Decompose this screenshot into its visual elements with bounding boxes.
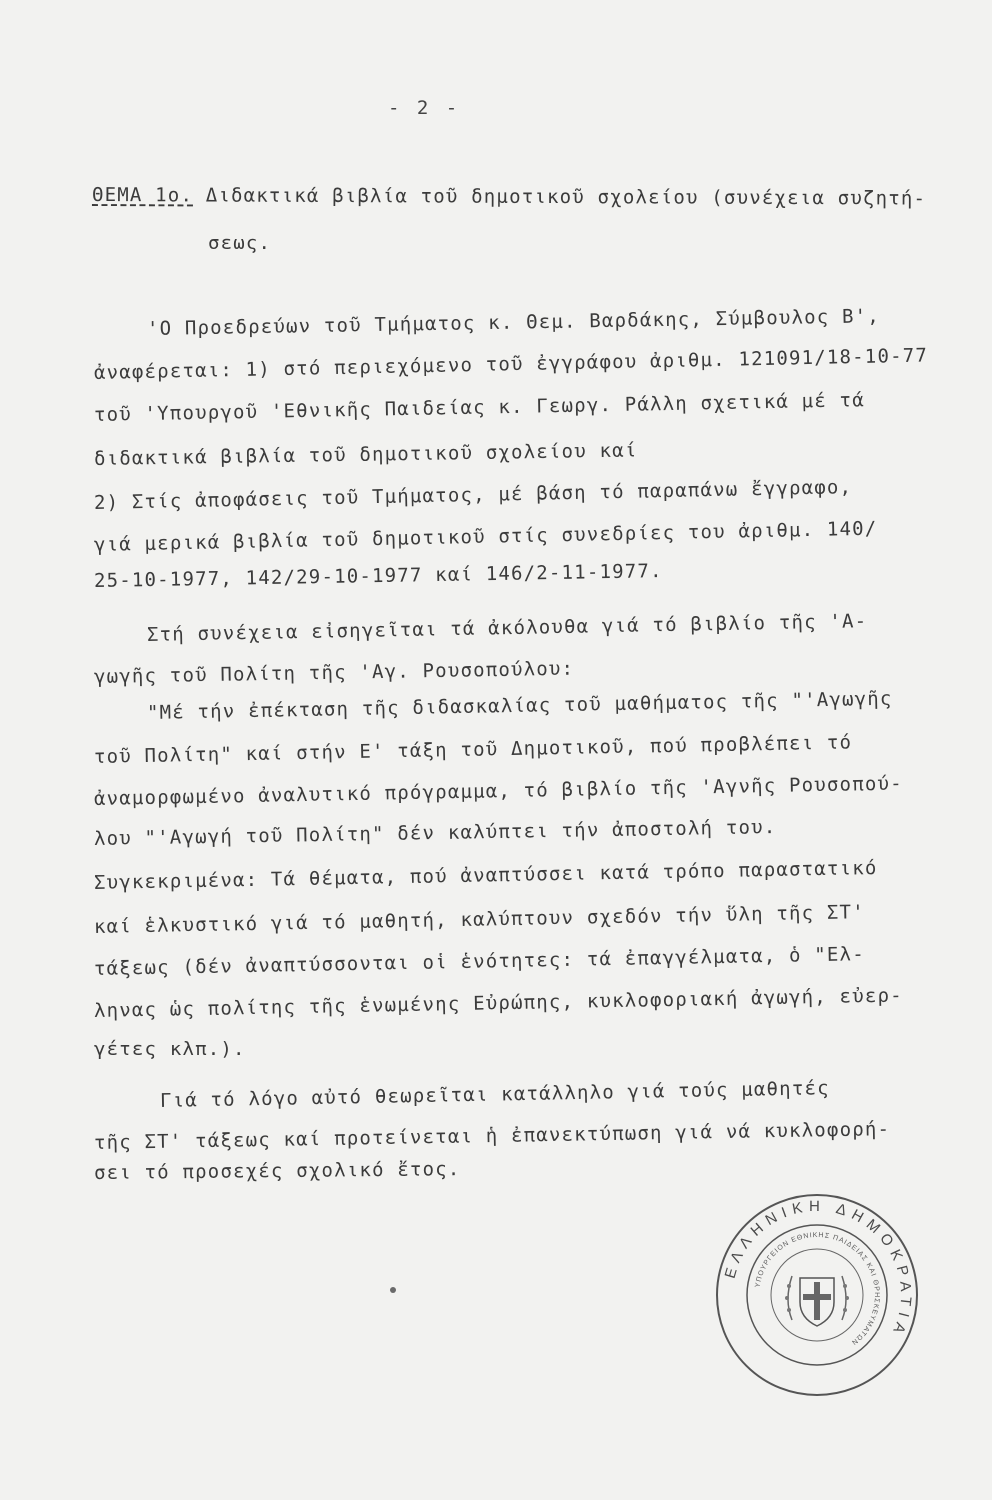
quote-line-8: ληνας ὡς πολίτης τῆς ἑνωμένης Εὐρώπης, κυκλοφοριακή ἀγωγή, εὐερ- (93, 984, 903, 1022)
heading-label: ΘΕΜΑ 1ο. (91, 184, 194, 207)
quote-line-1: "Μέ τήν ἐπέκταση τῆς διδασκαλίας τοῦ μαθήματος τῆς "'Αγωγῆς (146, 687, 893, 724)
paragraph-1-line-6: γιά μερικά βιβλία τοῦ δημοτικοῦ στίς συνεδρίες του ἀριθμ. 140/ (93, 517, 878, 556)
paragraph-1-line-7: 25-10-1977, 142/29-10-1977 καί 146/2-11-1977. (93, 560, 663, 592)
quote-line-4: λου "'Αγωγή τοῦ Πολίτη" δέν καλύπτει τήν ἀποστολή του. (93, 816, 777, 850)
quote-line-3: ἀναμορφωμένο ἀναλυτικό πρόγραμμα, τό βιβλίο τῆς 'Αγνῆς Ρουσοπού- (93, 772, 903, 810)
official-stamp (712, 1190, 922, 1400)
quote-line-7: τάξεως (δέν ἀναπτύσσονται οἱ ἑνότητες: τά ἐπαγγέλματα, ὁ "Ελ- (93, 943, 866, 980)
paragraph-1-line-2: ἀναφέρεται: 1) στό περιεχόμενο τοῦ ἐγγράφου ἀριθμ. 121091/18-10-77 (93, 344, 929, 384)
stamp-seal-icon (712, 1190, 922, 1400)
paragraph-1-line-3: τοῦ 'Υπουργοῦ 'Εθνικῆς Παιδείας κ. Γεωργ. Ράλλη σχετικά μέ τά (93, 389, 866, 426)
quote-line-6: καί ἑλκυστικό γιά τό μαθητή, καλύπτουν σχεδόν τήν ὕλη τῆς ΣΤ' (93, 901, 866, 938)
quote-line-9: γέτες κλπ.). (94, 1038, 246, 1060)
heading-line-1 (92, 182, 926, 212)
ink-dot (390, 1287, 396, 1293)
paragraph-2-line-1: Στή συνέχεια εἰσηγεῖται τά ἀκόλουθα γιά τό βιβλίο τῆς 'Α- (146, 610, 868, 646)
paragraph-3-line-3: σει τό προσεχές σχολικό ἔτος. (93, 1158, 461, 1184)
paragraph-1-line-4: διδακτικά βιβλία τοῦ δημοτικοῦ σχολείου καί (93, 439, 638, 470)
stamp-inner-text: ΥΠΟΥΡΓΕΙΟΝ ΕΘΝΙΚΗΣ ΠΑΙΔΕΙΑΣ ΚΑΙ ΘΡΗΣΚΕΥΜΑΤΩΝ (754, 1231, 881, 1347)
paragraph-2-line-2: γωγῆς τοῦ Πολίτη τῆς 'Αγ. Ρουσοπούλου: (93, 657, 575, 688)
quote-line-5: Συγκεκριμένα: Τά θέματα, πού ἀναπτύσσει κατά τρόπο παραστατικό (93, 856, 878, 894)
paragraph-1-line-5: 2) Στίς ἀποφάσεις τοῦ Τμήματος, μέ βάση τό παραπάνω ἔγγραφο, (93, 476, 853, 514)
paragraph-3-line-1: Γιά τό λόγο αὐτό θεωρεῖται κατάλληλο γιά τούς μαθητές (159, 1077, 830, 1112)
quote-line-2: τοῦ Πολίτη" καί στήν Ε' τάξη τοῦ Δημοτικοῦ, πού προβλέπει τό (93, 731, 853, 768)
heading-line-2: σεως. (208, 232, 272, 254)
heading-text: Διδακτικά βιβλία τοῦ δημοτικοῦ σχολείου (συνέχεια συζητή- (193, 184, 927, 210)
paragraph-3-line-2: τῆς ΣΤ' τάξεως καί προτείνεται ἡ ἐπανεκτύπωση γιά νά κυκλοφορή- (93, 1118, 891, 1154)
page-number: - 2 - (388, 97, 461, 119)
stamp-outer-text: ΕΛΛΗΝΙΚΗ ΔΗΜΟΚΡΑΤΙΑ (721, 1197, 915, 1342)
paragraph-1-line-1: 'Ο Προεδρεύων τοῦ Τμήματος κ. Θεμ. Βαρδάκης, Σύμβουλος Β', (146, 305, 881, 340)
